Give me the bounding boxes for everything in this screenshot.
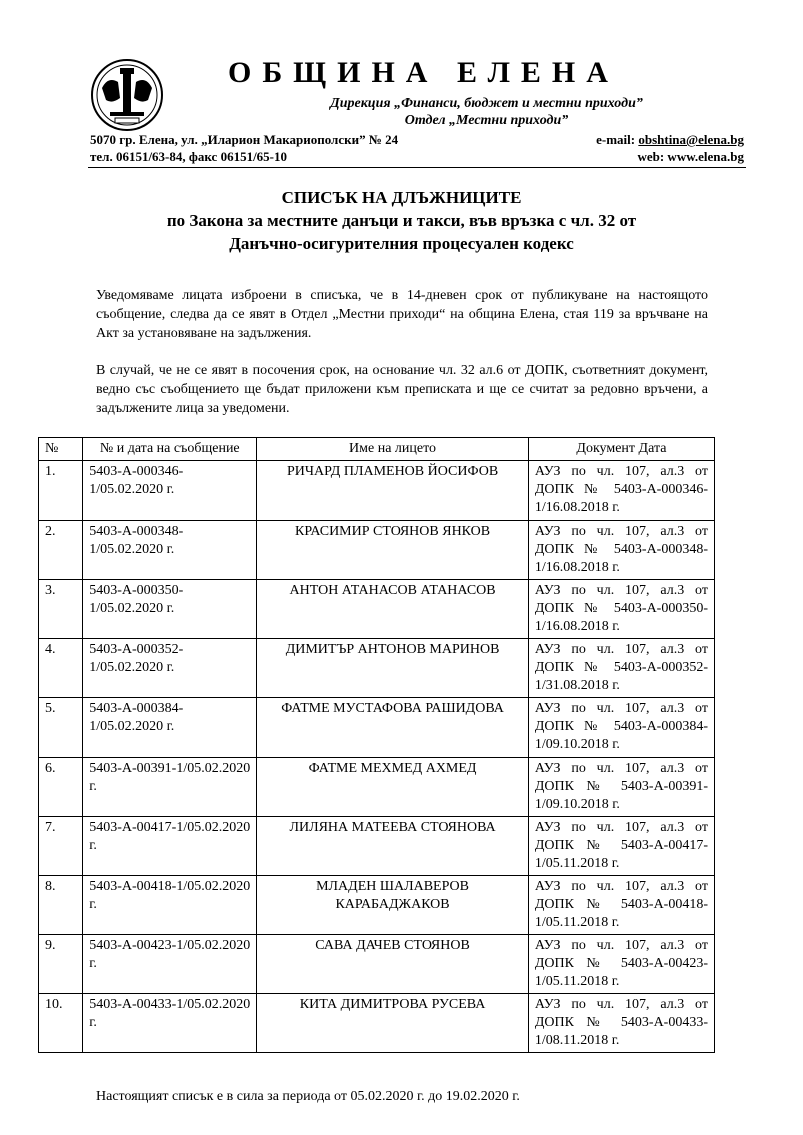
table-body bbox=[39, 461, 715, 1053]
cell-ref: 5403-А-000352-1/05.02.2020 г. bbox=[83, 639, 257, 698]
column-header-doc: Документ Дата bbox=[528, 438, 714, 461]
cell-ref: 5403-А-000348-1/05.02.2020 г. bbox=[83, 521, 257, 580]
validity-note: Настоящият списък е в сила за периода от 05.02.2020 г. до 19.02.2020 г. bbox=[96, 1089, 520, 1104]
email-label: e-mail: bbox=[596, 132, 639, 147]
table-row bbox=[39, 758, 715, 817]
cell-name: МЛАДЕН ШАЛАВЕРОВ КАРАБАДЖАКОВ bbox=[257, 876, 529, 935]
notice-paragraph: В случай, че не се явят в посочения срок, на основание чл. 32 ал.6 от ДОПК, съответният документ, ведно със съобщението ще бъдат приложени към преписката и ще се считат за редовно връчени, а задължените лица за уведомени. bbox=[96, 363, 708, 416]
cell-doc: АУЗ по чл. 107, ал.3 от ДОПК № 5403-А-00433-1/08.11.2018 г. bbox=[528, 994, 714, 1053]
cell-name: ЛИЛЯНА МАТЕЕВА СТОЯНОВА bbox=[257, 817, 529, 876]
cell-name: ФАТМЕ МУСТАФОВА РАШИДОВА bbox=[257, 698, 529, 758]
table-header-row bbox=[39, 438, 715, 461]
table-row bbox=[39, 461, 715, 521]
table-row bbox=[39, 698, 715, 758]
cell-name: АНТОН АТАНАСОВ АТАНАСОВ bbox=[257, 580, 529, 639]
cell-ref: 5403-А-00433-1/05.02.2020 г. bbox=[83, 994, 257, 1053]
cell-ref: 5403-А-00391-1/05.02.2020 г. bbox=[83, 758, 257, 817]
cell-doc: АУЗ по чл. 107, ал.3 от ДОПК № 5403-А-000352-1/31.08.2018 г. bbox=[528, 639, 714, 698]
address: 5070 гр. Елена, ул. „Иларион Макариополски” № 24 bbox=[90, 132, 399, 147]
department-name: Отдел „Местни приходи” bbox=[404, 113, 569, 128]
column-header-ref: № и дата на съобщение bbox=[83, 438, 257, 461]
cell-doc: АУЗ по чл. 107, ал.3 от ДОПК № 5403-А-00418-1/05.11.2018 г. bbox=[528, 876, 714, 935]
email-line bbox=[596, 132, 744, 148]
document-subtitle-line-1: по Закона за местните данъци и такси, във връзка с чл. 32 от bbox=[166, 211, 637, 230]
cell-ref: 5403-А-000384-1/05.02.2020 г. bbox=[83, 698, 257, 758]
document-title: СПИСЪК НА ДЛЪЖНИЦИТЕ bbox=[281, 188, 522, 207]
debtors-table bbox=[38, 437, 715, 1053]
cell-name: ФАТМЕ МЕХМЕД АХМЕД bbox=[257, 758, 529, 817]
cell-num: 1. bbox=[39, 461, 83, 521]
cell-name: КИТА ДИМИТРОВА РУСЕВА bbox=[257, 994, 529, 1053]
notice-paragraph: Уведомяваме лицата изброени в списъка, че в 14-дневен срок от публикуване на настоящото съобщение, следва да се явят в Отдел „Местни приходи“ на община Елена, стая 119 за връчване на Акт за установяване на задължения. bbox=[96, 288, 708, 341]
cell-doc: АУЗ по чл. 107, ал.3 от ДОПК № 5403-А-000350-1/16.08.2018 г. bbox=[528, 580, 714, 639]
cell-doc: АУЗ по чл. 107, ал.3 от ДОПК № 5403-А-000384-1/09.10.2018 г. bbox=[528, 698, 714, 758]
cell-doc: АУЗ по чл. 107, ал.3 от ДОПК № 5403-А-00423-1/05.11.2018 г. bbox=[528, 935, 714, 994]
cell-doc: АУЗ по чл. 107, ал.3 от ДОПК № 5403-А-000346-1/16.08.2018 г. bbox=[528, 461, 714, 521]
cell-ref: 5403-А-00417-1/05.02.2020 г. bbox=[83, 817, 257, 876]
cell-ref: 5403-А-00423-1/05.02.2020 г. bbox=[83, 935, 257, 994]
cell-ref: 5403-А-000350-1/05.02.2020 г. bbox=[83, 580, 257, 639]
cell-num: 5. bbox=[39, 698, 83, 758]
table-row bbox=[39, 521, 715, 580]
cell-name: РИЧАРД ПЛАМЕНОВ ЙОСИФОВ bbox=[257, 461, 529, 521]
header-divider bbox=[88, 167, 746, 168]
directorate-name: Дирекция „Финанси, бюджет и местни приходи” bbox=[330, 96, 643, 111]
cell-ref: 5403-А-000346-1/05.02.2020 г. bbox=[83, 461, 257, 521]
phone-fax: тел. 06151/63-84, факс 06151/65-10 bbox=[90, 149, 288, 164]
table-row bbox=[39, 580, 715, 639]
org-name: ОБЩИНА ЕЛЕНА bbox=[228, 56, 619, 89]
column-header-name: Име на лицето bbox=[257, 438, 529, 461]
table-row bbox=[39, 876, 715, 935]
web-address: web: www.elena.bg bbox=[637, 149, 744, 164]
cell-num: 8. bbox=[39, 876, 83, 935]
column-header-num: № bbox=[39, 438, 83, 461]
cell-num: 2. bbox=[39, 521, 83, 580]
table-row bbox=[39, 639, 715, 698]
table-row bbox=[39, 994, 715, 1053]
email-link[interactable]: obshtina@elena.bg bbox=[638, 132, 744, 147]
cell-num: 3. bbox=[39, 580, 83, 639]
cell-num: 9. bbox=[39, 935, 83, 994]
cell-num: 7. bbox=[39, 817, 83, 876]
cell-ref: 5403-А-00418-1/05.02.2020 г. bbox=[83, 876, 257, 935]
cell-name: САВА ДАЧЕВ СТОЯНОВ bbox=[257, 935, 529, 994]
cell-num: 10. bbox=[39, 994, 83, 1053]
cell-doc: АУЗ по чл. 107, ал.3 от ДОПК № 5403-А-00417-1/05.11.2018 г. bbox=[528, 817, 714, 876]
cell-doc: АУЗ по чл. 107, ал.3 от ДОПК № 5403-А-00391-1/09.10.2018 г. bbox=[528, 758, 714, 817]
cell-name: КРАСИМИР СТОЯНОВ ЯНКОВ bbox=[257, 521, 529, 580]
table-row bbox=[39, 817, 715, 876]
document-subtitle-line-2: Данъчно-осигурителния процесуален кодекс bbox=[229, 234, 574, 253]
cell-num: 4. bbox=[39, 639, 83, 698]
cell-num: 6. bbox=[39, 758, 83, 817]
cell-name: ДИМИТЪР АНТОНОВ МАРИНОВ bbox=[257, 639, 529, 698]
table-row bbox=[39, 935, 715, 994]
cell-doc: АУЗ по чл. 107, ал.3 от ДОПК № 5403-А-000348-1/16.08.2018 г. bbox=[528, 521, 714, 580]
